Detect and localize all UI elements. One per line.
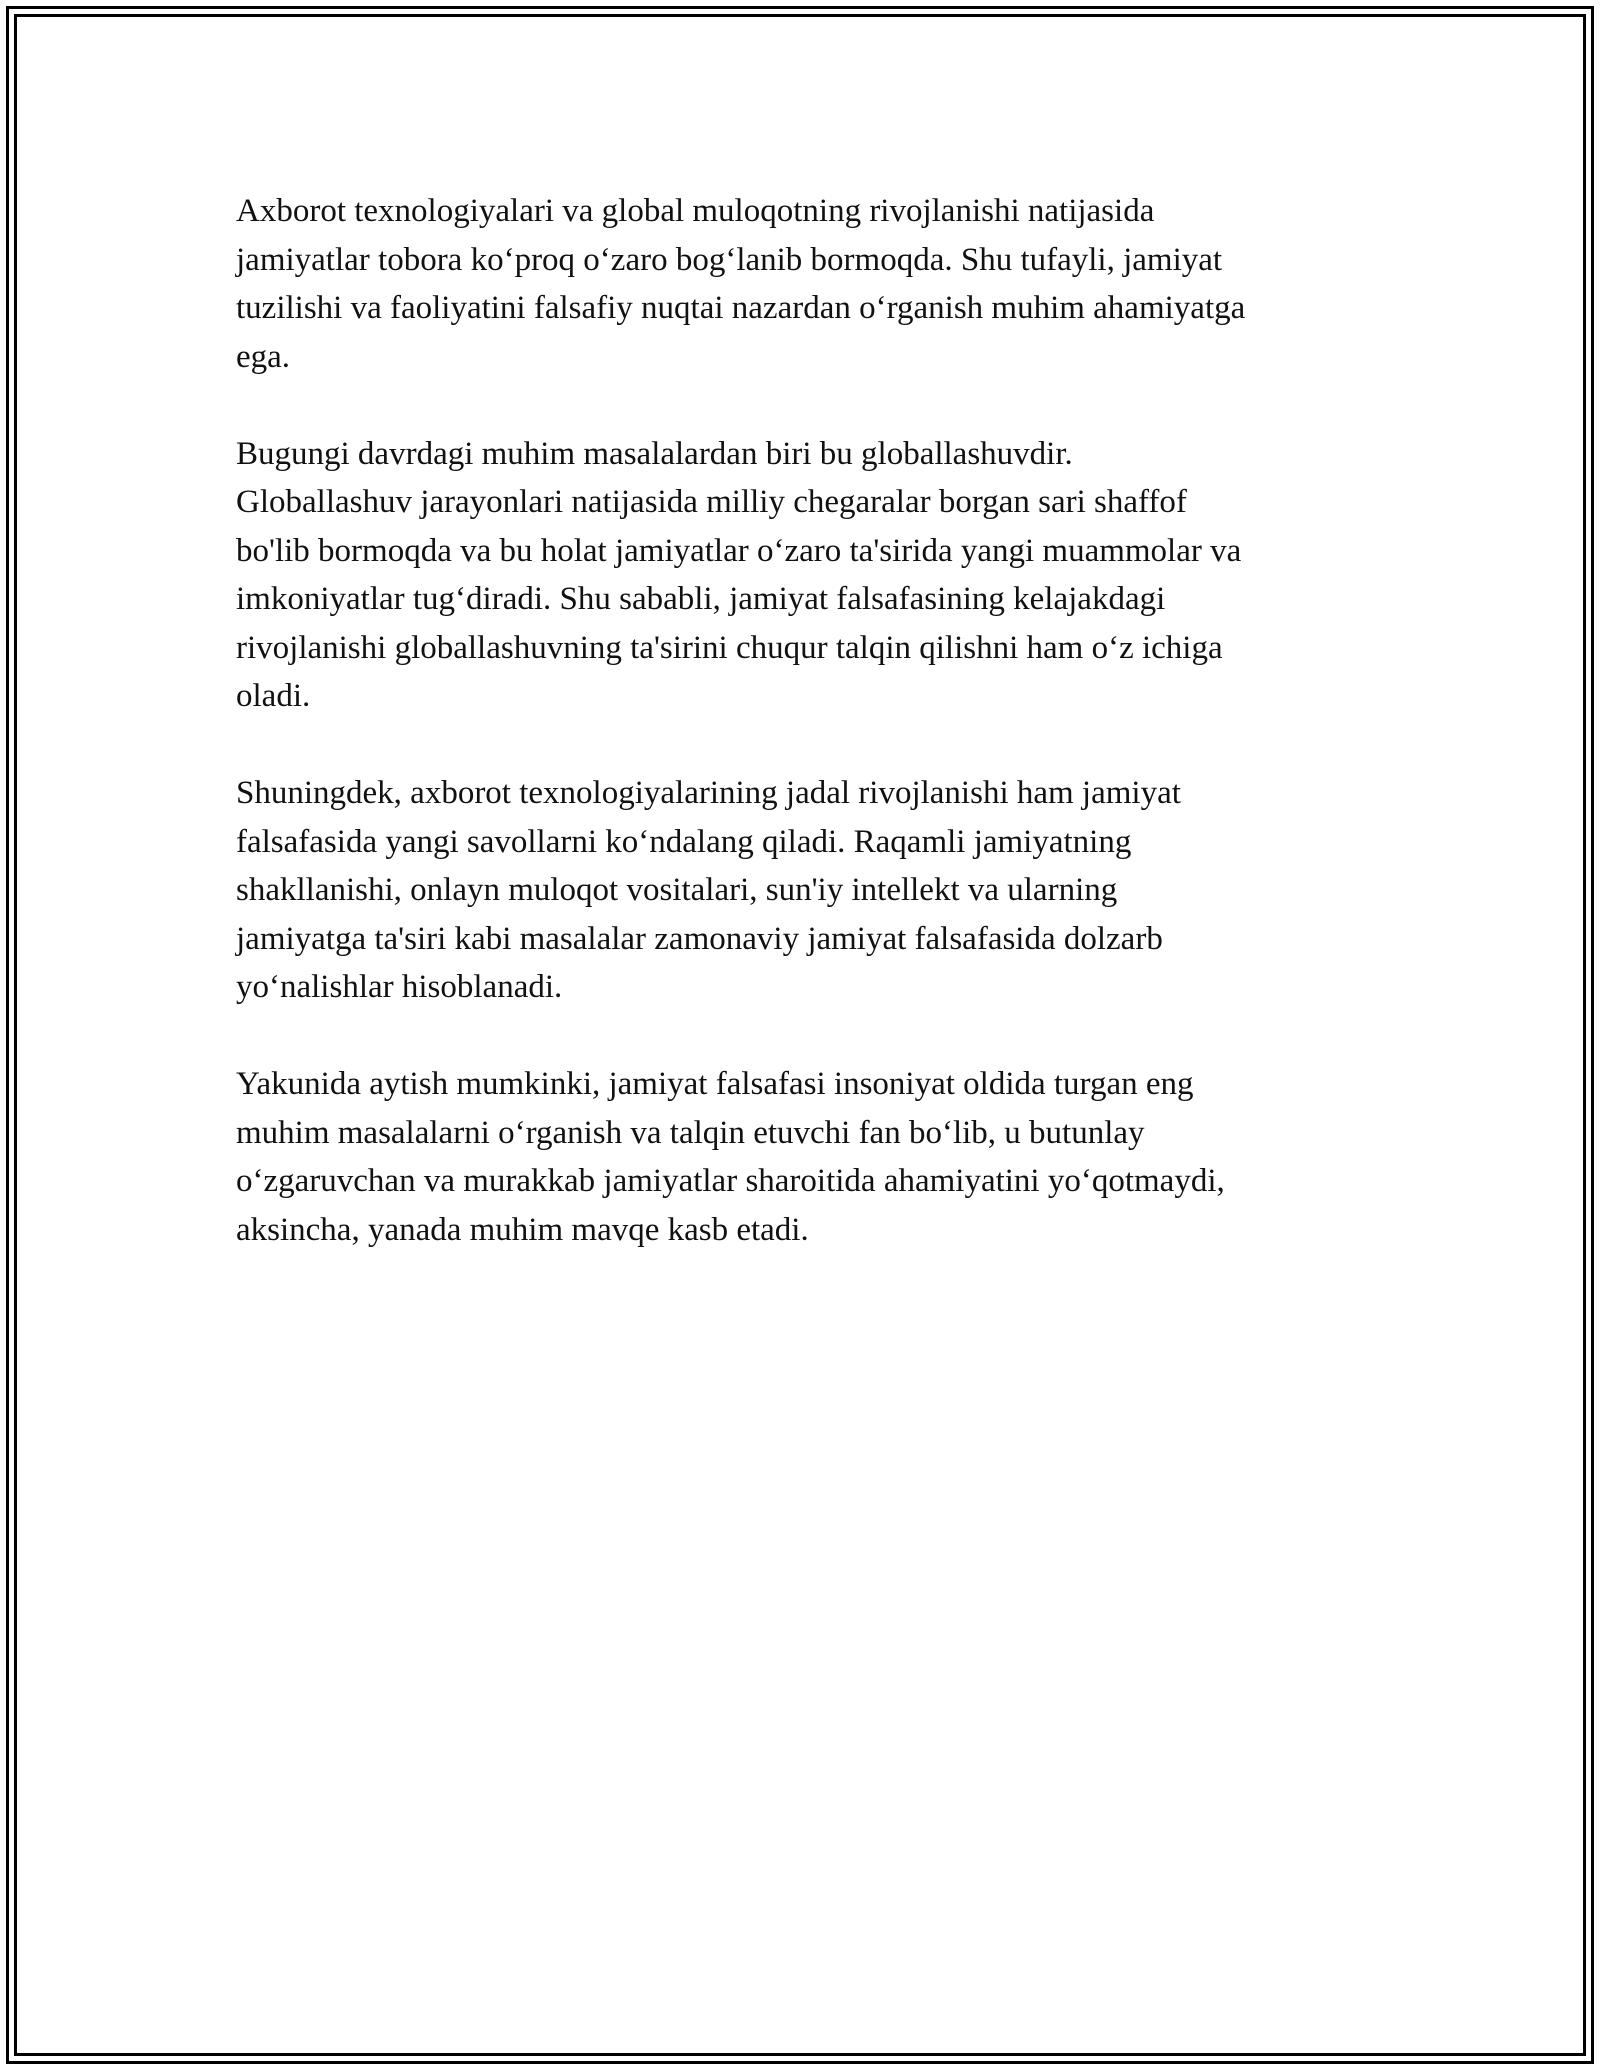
document-body xyxy=(236,187,1386,1303)
paragraph: Yakunida aytish mumkinki, jamiyat falsafasi insoniyat oldida turgan eng muhim masalalarni o‘rganish va talqin etuvchi fan bo‘lib, u butunlay o‘zgaruvchan va murakkab jamiyatlar sharoitida ahamiyatini yo‘qotmaydi, aksincha, yanada muhim mavqe kasb etadi. xyxy=(236,1066,1225,1248)
paragraph: Bugungi davrdagi muhim masalalardan biri bu globallashuvdir. Globallashuv jarayonlari natijasida milliy chegaralar borgan sari shaffof bo'lib bormoqda va bu holat jamiyatlar o‘zaro ta'sirida yangi muammolar va imkoniyatlar tug‘diradi. Shu sababli, jamiyat falsafasining kelajakdagi rivojlanishi globallashuvning ta'sirini chuqur talqin qilishni ham o‘z ichiga oladi. xyxy=(236,435,1242,714)
paragraph: Axborot texnologiyalari va global muloqotning rivojlanishi natijasida jamiyatlar tobora ko‘proq o‘zaro bog‘lanib bormoqda. Shu tufayli, jamiyat tuzilishi va faoliyatini falsafiy nuqtai nazardan o‘rganish muhim ahamiyatga ega. xyxy=(236,193,1246,375)
paragraph: Shuningdek, axborot texnologiyalarining jadal rivojlanishi ham jamiyat falsafasida yangi savollarni ko‘ndalang qiladi. Raqamli jamiyatning shakllanishi, onlayn muloqot vositalari, sun'iy intellekt va ularning jamiyatga ta'siri kabi masalalar zamonaviy jamiyat falsafasida dolzarb yo‘nalishlar hisoblanadi. xyxy=(236,775,1181,1005)
